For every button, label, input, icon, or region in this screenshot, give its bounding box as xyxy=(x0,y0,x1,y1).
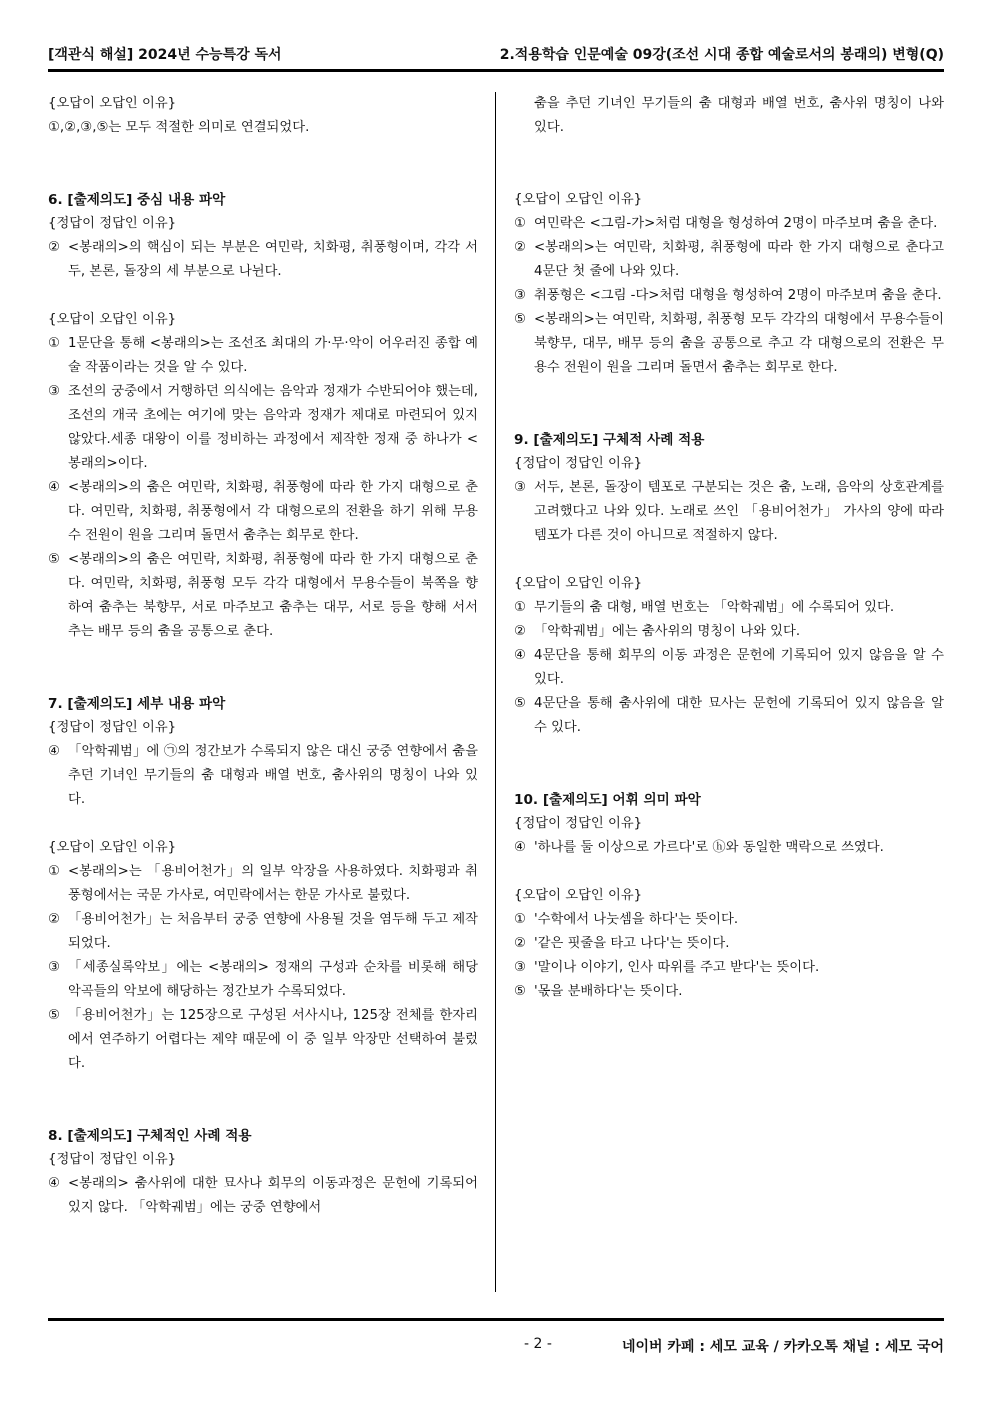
q6-section xyxy=(48,188,478,644)
item-marker: ③ xyxy=(48,960,60,975)
item-marker: ② xyxy=(514,240,526,255)
item-text: <봉래의>는 「용비어천가」의 일부 악장을 사용하였다. 치화평과 취풍형에서는 국문 가사로, 여민락에서는 한문 가사로 불렀다. xyxy=(68,864,478,903)
list-item xyxy=(514,284,944,308)
list-item xyxy=(514,308,944,380)
item-marker: ⑤ xyxy=(514,312,526,327)
item-marker: ④ xyxy=(514,840,526,855)
subheading: {오답이 오답인 이유} xyxy=(48,312,177,327)
item-text: 무기들의 춤 대형, 배열 번호는 「악학궤범」에 수록되어 있다. xyxy=(534,600,895,615)
list-item xyxy=(48,476,478,548)
item-marker: ③ xyxy=(514,480,526,495)
item-text: <봉래의>는 여민락, 치화평, 취풍형 모두 각각의 대형에서 무용수들이 북향무, 대무, 배무 등의 춤을 공통으로 추고 각 대형으로의 전환은 무용수 전원이 원을 그리며 돌면서 춤추는 회무로 한다. xyxy=(534,312,944,375)
footer-credit: 네이버 카페 : 세모 교육 / 카카오톡 채널 : 세모 국어 xyxy=(621,1339,944,1355)
header-left: [객관식 해설] 2024년 수능특강 독서 xyxy=(48,47,282,63)
subheading: {정답이 정답인 이유} xyxy=(48,1152,177,1167)
list-item xyxy=(514,692,944,740)
item-marker: ② xyxy=(48,912,60,927)
item-text: 「세종실록악보」에는 <봉래의> 정재의 구성과 순차를 비롯해 해당 악곡들의 악보에 해당하는 정간보가 수록되었다. xyxy=(68,960,478,999)
list-item xyxy=(514,236,944,284)
list-item xyxy=(48,548,478,644)
item-marker: ① xyxy=(514,912,526,927)
item-text: 여민락은 <그림-가>처럼 대형을 형성하여 2명이 마주보며 춤을 춘다. xyxy=(534,216,938,231)
question-heading: 9. [출제의도] 구체적 사례 적용 xyxy=(514,432,705,448)
list-item xyxy=(514,644,944,692)
item-marker: ① xyxy=(514,216,526,231)
item-marker: ③ xyxy=(48,384,60,399)
header-right: 2.적용학습 인문예술 09강(조선 시대 종합 예술로서의 봉래의) 변형(Q) xyxy=(499,47,944,63)
item-text: 4문단을 통해 회무의 이동 과정은 문헌에 기록되어 있지 않음을 알 수 있다. xyxy=(534,648,944,687)
left-column xyxy=(48,92,478,1220)
list-item xyxy=(48,860,478,908)
list-item xyxy=(514,980,944,1004)
subheading: {오답이 오답인 이유} xyxy=(514,576,643,591)
header-rule xyxy=(48,69,944,72)
list-item xyxy=(48,908,478,956)
item-text: '수학에서 나눗셈을 하다'는 뜻이다. xyxy=(534,912,739,927)
subheading: {정답이 정답인 이유} xyxy=(48,720,177,735)
right-column xyxy=(514,92,944,1004)
item-text: '말이나 이야기, 인사 따위를 주고 받다'는 뜻이다. xyxy=(534,960,820,975)
item-text: 「용비어천가」는 125장으로 구성된 서사시나, 125장 전체를 한자리에서 연주하기 어렵다는 제약 때문에 이 중 일부 악장만 선택하여 불렀다. xyxy=(68,1008,478,1071)
q8-section xyxy=(48,1124,478,1220)
item-text: 조선의 궁중에서 거행하던 의식에는 음악과 정재가 수반되어야 했는데, 조선의 개국 초에는 여기에 맞는 음악과 정재가 제대로 마련되어 있지 않았다.세종 대왕이 이를 정비하는 과정에서 제작한 정재 중 하나가 <봉래의>이다. xyxy=(68,384,478,471)
item-text: <봉래의>의 춤은 여민락, 치화평, 취풍형에 따라 한 가지 대형으로 춘다. 여민락, 치화평, 취풍형 모두 각각 대형에서 무용수들이 북쪽을 향하여 춤추는 북향무, 서로 마주보고 춤추는 대무, 서로 등을 향해 서서 추는 배무 등의 춤을 공통으로 춘다. xyxy=(68,552,478,639)
item-text: 「악학궤범」에 ㉠의 정간보가 수록되지 않은 대신 궁중 연향에서 춤을 추던 기녀인 무기들의 춤 대형과 배열 번호, 춤사위의 명칭이 나와 있다. xyxy=(68,744,478,807)
item-marker: ④ xyxy=(48,744,60,759)
subheading: {정답이 정답인 이유} xyxy=(514,456,643,471)
item-marker: ② xyxy=(514,936,526,951)
list-item xyxy=(514,908,944,932)
item-text: 「악학궤범」에는 춤사위의 명칭이 나와 있다. xyxy=(534,624,801,639)
item-marker: ② xyxy=(514,624,526,639)
item-marker: ① xyxy=(514,600,526,615)
item-marker: ⑤ xyxy=(48,1008,60,1023)
list-item xyxy=(514,956,944,980)
list-item xyxy=(514,932,944,956)
page-header xyxy=(48,44,944,68)
item-text: <봉래의> 춤사위에 대한 묘사나 회무의 이동과정은 문헌에 기록되어 있지 않다. 「악학궤범」에는 궁중 연향에서 xyxy=(68,1176,478,1215)
list-item xyxy=(48,332,478,380)
item-text: 「용비어천가」는 처음부터 궁중 연향에 사용될 것을 염두해 두고 제작되었다. xyxy=(68,912,478,951)
item-marker: ③ xyxy=(514,960,526,975)
item-marker: ④ xyxy=(48,1176,60,1191)
item-text: <봉래의>는 여민락, 치화평, 취풍형에 따라 한 가지 대형으로 춘다고 4문단 첫 줄에 나와 있다. xyxy=(534,240,944,279)
item-text: <봉래의>의 춤은 여민락, 치화평, 취풍형에 따라 한 가지 대형으로 춘다. 여민락, 치화평, 취풍형에서 각 대형으로의 전환을 하기 위해 무용수 전원이 원을 그리며 돌면서 춤추는 회무로 한다. xyxy=(68,480,478,543)
subheading: {오답이 오답인 이유} xyxy=(514,888,643,903)
column-divider xyxy=(495,92,496,1292)
list-item xyxy=(514,596,944,620)
list-item xyxy=(514,836,944,860)
question-heading: 8. [출제의도] 구체적인 사례 적용 xyxy=(48,1128,252,1144)
subheading: {오답이 오답인 이유} xyxy=(514,192,643,207)
list-item xyxy=(514,212,944,236)
item-text: '같은 핏줄을 타고 나다'는 뜻이다. xyxy=(534,936,730,951)
list-item xyxy=(514,476,944,548)
q10-section xyxy=(514,788,944,1004)
item-text: 4문단을 통해 춤사위에 대한 묘사는 문헌에 기록되어 있지 않음을 알 수 있다. xyxy=(534,696,944,735)
continued-text: 춤을 추던 기녀인 무기들의 춤 대형과 배열 번호, 춤사위 명칭이 나와 있다. xyxy=(534,96,944,135)
question-heading: 10. [출제의도] 어휘 의미 파악 xyxy=(514,792,701,808)
item-marker: ④ xyxy=(514,648,526,663)
q8-wrong-section xyxy=(514,188,944,380)
item-marker: ② xyxy=(48,240,60,255)
item-text: 취풍형은 <그림 -다>처럼 대형을 형성하여 2명이 마주보며 춤을 춘다. xyxy=(534,288,942,303)
item-marker: ⑤ xyxy=(514,984,526,999)
item-text: '하나를 둘 이상으로 가르다'로 ⓗ와 동일한 맥락으로 쓰였다. xyxy=(534,840,884,855)
question-heading: 7. [출제의도] 세부 내용 파악 xyxy=(48,696,226,712)
item-text: 1문단을 통해 <봉래의>는 조선조 최대의 가·무·악이 어우러진 종합 예술 작품이라는 것을 알 수 있다. xyxy=(68,336,478,375)
subheading: {정답이 정답인 이유} xyxy=(514,816,643,831)
q5-wrong-section xyxy=(48,92,478,140)
item-marker: ① xyxy=(48,864,60,879)
list-item xyxy=(48,1172,478,1220)
list-item xyxy=(514,620,944,644)
answer-line: ①,②,③,⑤는 모두 적절한 의미로 연결되었다. xyxy=(48,120,310,135)
item-marker: ① xyxy=(48,336,60,351)
question-heading: 6. [출제의도] 중심 내용 파악 xyxy=(48,192,226,208)
page-number: - 2 - xyxy=(524,1336,552,1352)
q9-section xyxy=(514,428,944,740)
item-text: 서두, 본론, 돌장이 템포로 구분되는 것은 춤, 노래, 음악의 상호관계를 고려했다고 나와 있다. 노래로 쓰인 「용비어천가」 가사의 양에 따라 템포가 다른 것이 아니므로 적절하지 않다. xyxy=(534,480,944,543)
q7-section xyxy=(48,692,478,1076)
subheading: {정답이 정답인 이유} xyxy=(48,216,177,231)
list-item xyxy=(48,1004,478,1076)
item-marker: ③ xyxy=(514,288,526,303)
list-item xyxy=(48,956,478,1004)
item-marker: ⑤ xyxy=(48,552,60,567)
subheading: {오답이 오답인 이유} xyxy=(48,96,177,111)
list-item xyxy=(48,380,478,476)
list-item xyxy=(48,236,478,284)
item-marker: ④ xyxy=(48,480,60,495)
item-marker: ⑤ xyxy=(514,696,526,711)
item-text: '몫을 분배하다'는 뜻이다. xyxy=(534,984,683,999)
subheading: {오답이 오답인 이유} xyxy=(48,840,177,855)
item-text: <봉래의>의 핵심이 되는 부분은 여민락, 치화평, 취풍형이며, 각각 서두, 본론, 돌장의 세 부분으로 나뉜다. xyxy=(68,240,478,279)
page-footer xyxy=(48,1336,944,1360)
list-item xyxy=(48,740,478,812)
footer-rule xyxy=(48,1318,944,1321)
